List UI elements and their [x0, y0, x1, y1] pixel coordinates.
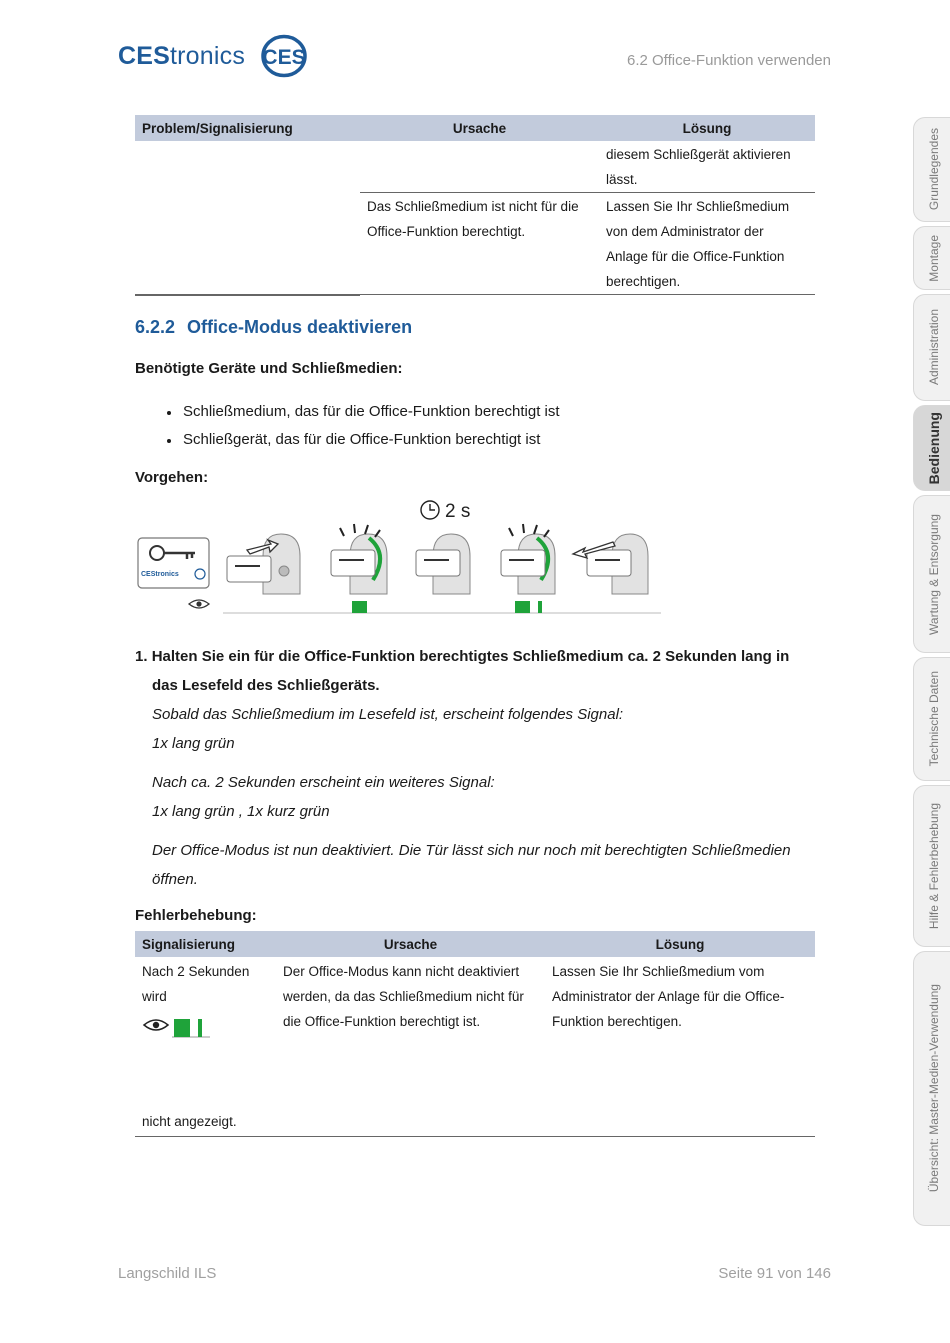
- tab-label: Montage: [927, 234, 941, 282]
- signal-short-green: [198, 1019, 202, 1037]
- tab-administration[interactable]: [913, 294, 950, 401]
- table-row: [135, 141, 815, 193]
- table-cell: [135, 957, 276, 1137]
- lock-device-5: [573, 534, 648, 594]
- table-cell: Lassen Sie Ihr Schließmedium vom Administrator der Anlage für die Office-Funktion berechtigen.: [552, 964, 785, 1029]
- signal-intro: Nach ca. 2 Sekunden erscheint ein weiteres Signal:: [152, 774, 495, 791]
- tab-label: Bedienung: [926, 411, 942, 485]
- signal-long-green: [174, 1019, 190, 1037]
- tab-label: Hilfe & Fehlerbehebung: [927, 802, 941, 930]
- lock-device-2: [331, 524, 387, 594]
- signal-text: nicht angezeigt.: [142, 1114, 237, 1129]
- required-label: Benötigte Geräte und Schließmedien:: [135, 360, 403, 377]
- column-header: Ursache: [276, 931, 545, 957]
- signal-description: 1x lang grün: [152, 735, 235, 752]
- column-header: Lösung: [545, 931, 815, 957]
- step-instruction-line: das Lesefeld des Schließgeräts.: [152, 677, 380, 694]
- key-card: [138, 538, 209, 588]
- list-item: Schließmedium, das für die Office-Funktion berechtigt ist: [165, 398, 560, 426]
- table-header-row: [135, 931, 815, 957]
- required-list: [165, 398, 560, 454]
- table-row: [135, 957, 815, 1137]
- ces-logo-mark: [261, 34, 307, 78]
- tab-master-medien-verwendung[interactable]: [913, 951, 950, 1226]
- footer-document-title: Langschild ILS: [118, 1265, 217, 1282]
- signal-long-green: [515, 601, 530, 613]
- logo-text: CEStronics: [118, 41, 246, 70]
- column-header: Problem/Signalisierung: [135, 115, 360, 141]
- procedure-label: Vorgehen:: [135, 469, 209, 486]
- tab-wartung-entsorgung[interactable]: [913, 495, 950, 653]
- table-cell: Der Office-Modus kann nicht deaktiviert werden, da das Schließmedium nicht für die Office-Funktion berechtigt ist.: [283, 964, 524, 1029]
- eye-icon: [189, 600, 209, 608]
- section-number: 6.2.2: [135, 317, 176, 337]
- tab-technische-daten[interactable]: [913, 657, 950, 781]
- tab-bedienung[interactable]: [913, 405, 950, 491]
- section-heading: [135, 317, 412, 338]
- troubleshooting-table: [135, 931, 815, 1137]
- lock-device-1: [227, 534, 300, 594]
- column-header: Ursache: [360, 115, 599, 141]
- clock-icon: [421, 501, 439, 519]
- signal-description: 1x lang grün , 1x kurz grün: [152, 803, 330, 820]
- result-text: Der Office-Modus ist nun deaktiviert. Die Tür lässt sich nur noch mit berechtigten Schließmedien: [152, 842, 791, 859]
- result-text: öffnen.: [152, 871, 198, 888]
- list-item: Schließgerät, das für die Office-Funktion berechtigt ist: [165, 426, 560, 454]
- step-number: 1.: [135, 648, 148, 665]
- tab-montage[interactable]: [913, 226, 950, 290]
- footer-page-number: Seite 91 von 146: [718, 1265, 831, 1282]
- signal-long-green: [352, 601, 367, 613]
- eye-icon: [144, 1020, 168, 1030]
- logo-mark-text: CES: [262, 46, 306, 69]
- signal-icon-group: [142, 1013, 212, 1039]
- lock-device-3: [416, 534, 470, 594]
- table-cell: diesem Schließgerät aktivieren lässt.: [606, 147, 791, 187]
- tab-label: Wartung & Entsorgung: [927, 513, 941, 635]
- column-header: Signalisierung: [135, 931, 276, 957]
- tab-label: Administration: [927, 309, 941, 386]
- step-1: [135, 642, 815, 894]
- table-cell: Das Schließmedium ist nicht für die Office-Funktion berechtigt.: [360, 193, 599, 295]
- procedure-illustration: [135, 496, 665, 618]
- problem-table: [135, 115, 815, 296]
- signal-text: Nach 2 Sekunden: [142, 964, 250, 979]
- card-brand: CEStronics: [141, 571, 179, 578]
- section-title: Office-Modus deaktivieren: [187, 317, 413, 337]
- tab-hilfe-fehlerbehebung[interactable]: [913, 785, 950, 947]
- tab-label: Übersicht: Master-Medien-Verwendung: [927, 984, 941, 1193]
- header-section-title: 6.2 Office-Funktion verwenden: [626, 52, 831, 69]
- tab-label: Technische Daten: [927, 671, 941, 767]
- table-header-row: [135, 115, 815, 141]
- tab-grundlegendes[interactable]: [913, 117, 950, 222]
- tab-label: Grundlegendes: [927, 128, 941, 211]
- lock-device-4: [501, 524, 555, 594]
- step-instruction-line: Halten Sie ein für die Office-Funktion berechtigtes Schließmedium ca. 2 Sekunden lang in: [151, 648, 790, 665]
- table-cell: [360, 141, 599, 193]
- signal-short-green: [538, 601, 542, 613]
- troubleshooting-label: Fehlerbehebung:: [135, 907, 257, 924]
- signal-text: wird: [142, 989, 167, 1004]
- signal-intro: Sobald das Schließmedium im Lesefeld ist, erscheint folgendes Signal:: [152, 706, 624, 723]
- table-cell: [135, 141, 360, 295]
- table-cell: Lassen Sie Ihr Schließmedium von dem Administrator der Anlage für die Office-Funktion berechtigen.: [599, 193, 815, 295]
- column-header: Lösung: [599, 115, 815, 141]
- timer-label: 2 s: [445, 501, 471, 522]
- step-instruction: [135, 642, 815, 671]
- logo: [118, 34, 307, 78]
